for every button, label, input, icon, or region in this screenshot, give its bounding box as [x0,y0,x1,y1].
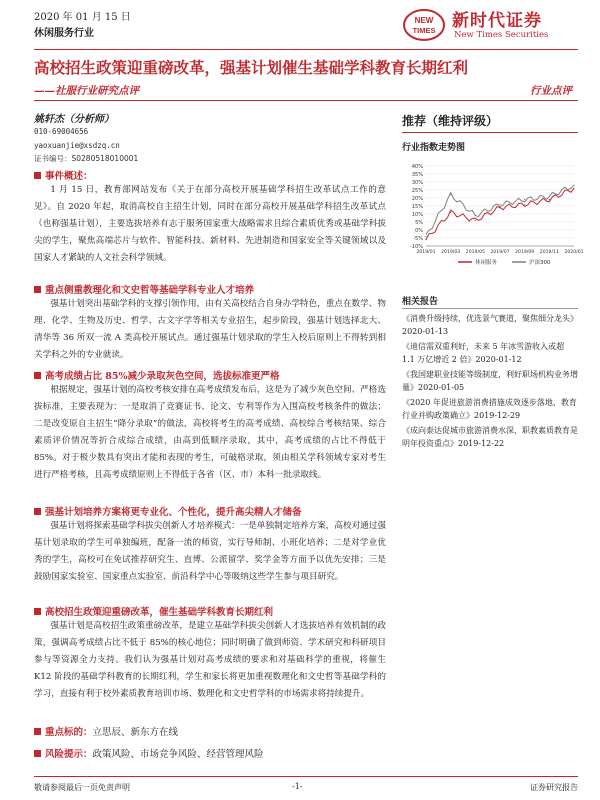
chart-point [524,199,525,200]
title-divider [34,100,578,101]
section-heading-event: 事件概述： [34,168,93,182]
chart-ytick-label: -5% [413,236,423,242]
related-reports-list [402,312,578,450]
chart-xtick-label: 2020/01 [564,250,584,255]
industry-category: 休闲服务行业 [34,28,94,39]
bullet-square-icon [34,750,41,757]
section-heading-training: 强基计划培养方案将更专业化、个性化，提升高尖精人才储备 [34,504,302,518]
chart-point [425,239,426,240]
report-type: 行业点评 [530,85,572,97]
key-targets-value: 立思辰、新东方在线 [92,727,179,738]
new-times-logo-icon [402,8,446,42]
svg-text:NEW: NEW [414,16,434,25]
chart-point [450,212,451,213]
industry-index-chart [400,160,584,270]
report-title: 高校招生政策迎重磅改革，强基计划催生基础学科教育长期红利 [34,58,469,77]
chart-point [549,196,550,197]
chart-xtick-label: 2019/05 [465,250,485,255]
chart-ytick-label: 40% [411,164,423,170]
rating: 推荐（维持评级） [402,114,499,128]
chart-ytick-label: 30% [411,180,423,186]
brand-name-en: New Times Securities [454,30,549,40]
section-risk: 风险提示：政策风险、市场竞争风险、经营管理风险 [34,746,264,760]
related-divider [402,308,578,309]
bullet-square-icon [34,508,41,515]
chart-point [475,215,476,216]
section-body-training: 强基计划将探索基础学科拔尖创新人才培养模式：一是单独制定培养方案，高校对通过强基计划录取的学生可单独编班，配备一流的师资，实行导师制、小班化培养；二是对学业优秀的学生，高校可在免试推荐研究生、直博、公派留学、奖学金等方面予以优先安排；三是鼓励国家实验室、国家重点实验室、前沿科学中心等吸纳这些学生参与项目研究。 [34,521,386,582]
related-report-item[interactable]: 《成向泰达促城市旅游消费水深，职教素质教育是明年投资重点》2019-12-22 [402,426,578,448]
chart-ytick-label: 25% [411,188,423,194]
chart-legend-label: 休闲服务 [475,260,498,266]
related-report-item[interactable]: 《消费升级持续，优选景气赛道，聚焦细分龙头》2020-01-13 [402,314,578,336]
section-body-reform: 强基计划是高校招生政策重磅改革，是建立基础学科拔尖创新人才选拔培养有效机制的政策，强调高考成绩占比不低于 85%的核心地位；同时明确了做到师资、学术研究和科研项目参与等资源全力支持。我们认为强基计划对高考成绩的要求和对基础科学的重视，将催生 K12 阶段的基础学科教育的长期红利，学生和家长将更加重视数理化和文史哲等基础学科的学习，直接有利于校外素质教育培训市场、数理化和文史哲学科的市场需求将持续提升。 [34,621,386,699]
section-body-focus: 强基计划突出基础学科的支撑引领作用，由有关高校结合自身办学特色，重点在数学、物理、化学、生物及历史、哲学、古文字学等相关专业招生，起步阶段，强基计划选择北大、清华等 36 所双一流 A 类高校开展试点。通过强基计划录取的学生入校后原则上不得转到相关学科之外的专业就读。 [34,299,386,360]
chart-ytick-label: 10% [411,212,423,218]
section-heading-focus: 重点侧重教理化和文史哲等基础学科专业人才培养 [34,282,254,296]
brand-name-cn: 新时代证券 [452,11,542,31]
bullet-square-icon [34,286,41,293]
bullet-square-icon [34,728,41,735]
svg-text:TIMES: TIMES [412,26,436,35]
analyst-phone: 010-69004656 [34,127,89,136]
chart-legend-label: 沪深300 [529,260,551,266]
chart-point [450,194,451,195]
analyst-name: 姚轩杰（分析师） [34,114,114,125]
chart-point [499,207,500,208]
section-heading-reform: 高校招生政策迎重磅改革，催生基础学科教育长期红利 [34,604,273,618]
chart-point [573,188,574,189]
trend-chart-title: 行业指数走势图 [402,143,466,153]
header-divider [34,49,578,50]
chart-point [524,204,525,205]
section-heading-gaokao: 高考成绩占比 85%减少录取灰色空间，选拔标准更严格 [34,368,280,382]
chart-ytick-label: -10% [410,244,423,250]
chart-xtick-label: 2019/03 [441,250,461,255]
bullet-square-icon [34,372,41,379]
analyst-email[interactable]: yaoxuanjie@xsdzq.cn [34,141,120,150]
section-key-targets: 重点标的：立思辰、新东方在线 [34,724,178,738]
related-report-item[interactable]: 《2020 年促进旅游消费措施成效逐步落地，教育行业并购政策确立》2019-12-29 [402,398,577,420]
chart-point [549,199,550,200]
section-body-gaokao: 根据规定，强基计划的高校考核安排在高考成绩发布后，这是为了减少灰色空间、严格选拔标准，主要表现为：一是取消了竞赛证书、论文、专利等作为入围高校考核条件的做法；二是改变原自主招生“降分录取”的做法，高校将考生的高考成绩、高校综合考核结果、综合素质评价情况等折合成综合成绩，由高到低顺序录取，其中，高考成绩的占比不得低于 85%。对于极少数具有突出才能和表现的考生，可破格录取，须由相关学科领域专家对考生进行严格考核，且高考成绩原则上不得低于各省（区、市）本科一批录取线。 [34,385,386,480]
chart-series-line [426,185,574,234]
section-body-event: 1 月 15 日，教育部网站发布《关于在部分高校开展基础学科招生改革试点工作的意见》。自 2020 年起，取消高校自主招生计划，同时在部分高校开展基础学科招生改革试点（也称强基计划），主要选拔培养有志于服务国家重大战略需求且综合素质优秀或基础学科拔尖的学生，聚焦高端芯片与软件、智能科技、新材料、先进制造和国家安全等关键领域以及国家人才紧缺的人文社会科学领域。 [34,185,386,263]
chart-point [475,220,476,221]
brand-logo [402,4,578,48]
footer-disclaimer[interactable]: 敬请参阅最后一页免责声明 [34,783,130,792]
report-subtitle: ——社服行业研究点评 [34,85,139,97]
chart-ytick-label: 0% [415,228,423,234]
related-reports-heading: 相关报告 [402,297,439,307]
footer-label: 证券研究报告 [530,783,578,792]
chart-point [573,185,574,186]
bullet-square-icon [34,172,41,179]
chart-point [425,236,426,237]
risk-value: 政策风险、市场竞争风险、经营管理风险 [92,749,264,760]
rating-divider [402,132,578,133]
related-report-item[interactable]: 《我国建职业技能等级制度，利好职场机构业务增量》2020-01-05 [402,370,578,392]
chart-point [499,204,500,205]
report-date: 2020 年 01 月 15 日 [34,12,131,23]
chart-ytick-label: 20% [411,196,423,202]
chart-xtick-label: 2019/01 [416,250,436,255]
chart-xtick-label: 2019/09 [515,250,535,255]
related-report-item[interactable]: 《迪信需双重利好，未来 5 年冰雪游收入或超 1.1 万亿增近 2 倍》2020-01-12 [402,342,565,364]
chart-ytick-label: 5% [415,220,423,226]
page-number: -1- [292,782,303,791]
chart-xtick-label: 2019/11 [539,250,559,255]
chart-xtick-label: 2019/07 [490,250,510,255]
analyst-cert: 证书编号：S0280518010001 [34,154,139,163]
chart-ytick-label: 15% [411,204,423,210]
chart-ytick-label: 35% [411,172,423,178]
bullet-square-icon [34,608,41,615]
footer-divider [34,776,578,777]
